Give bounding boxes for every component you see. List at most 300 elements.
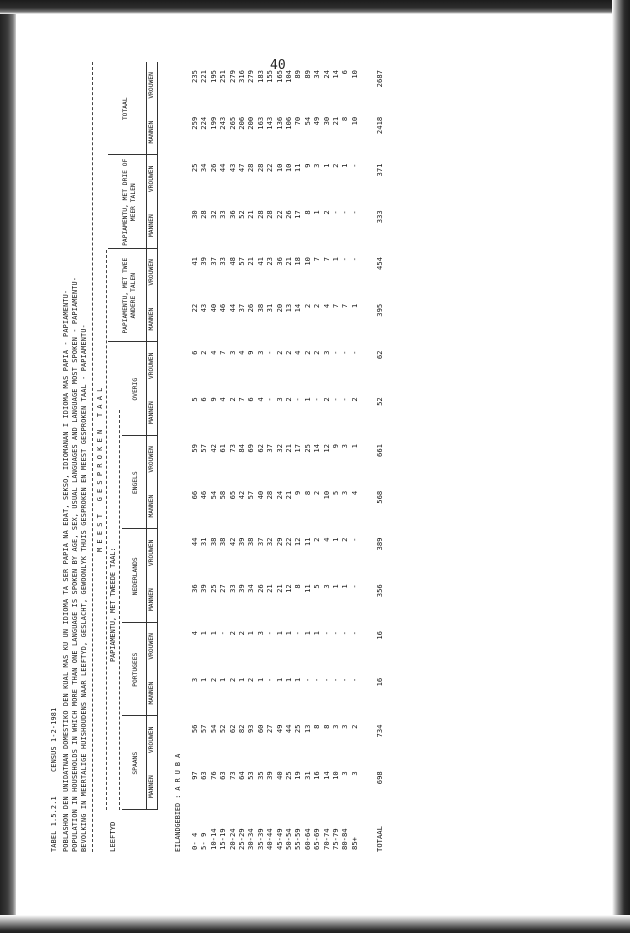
table-cell: 25 xyxy=(302,444,312,453)
table-cell: 11 xyxy=(302,584,312,593)
table-cell: 24 xyxy=(274,490,284,500)
table-cell: 29 xyxy=(274,537,284,547)
table-cell: 97 xyxy=(190,771,199,780)
table-cell: 38 xyxy=(246,537,256,547)
table-cell: 8 xyxy=(302,490,312,496)
table-cell: 54 xyxy=(208,490,218,500)
table-cell: 32 xyxy=(274,444,284,453)
table-cell: 54 xyxy=(302,116,312,126)
table-cell: 183 xyxy=(255,70,265,83)
table-cell: 7 xyxy=(218,350,228,355)
table-cell: - xyxy=(331,397,340,402)
table-cell: 10 xyxy=(302,257,312,266)
row-age-label: 65-69 xyxy=(312,828,322,850)
table-cell: 42 xyxy=(208,444,218,453)
table-cell: 104 xyxy=(284,70,293,83)
table-cell: 8 xyxy=(340,116,350,122)
table-cell: 28 xyxy=(246,163,256,173)
table-cell: 34 xyxy=(199,163,209,173)
table-cell: 32 xyxy=(208,210,218,219)
scan-binding-shadow xyxy=(0,0,16,933)
table-cell: 1 xyxy=(237,677,246,683)
table-cell: 1 xyxy=(321,163,331,168)
table-cell: 57 xyxy=(199,724,209,734)
table-cell: 33 xyxy=(218,257,228,266)
sub-column-header: MANNEN xyxy=(148,494,155,518)
table-cell: 10 xyxy=(284,163,293,173)
table-cell: 56 xyxy=(190,724,199,734)
scan-top-edge xyxy=(0,0,630,14)
table-cell: 12 xyxy=(293,537,303,547)
table-cell: 2 xyxy=(331,163,340,168)
table-cell: - xyxy=(312,397,322,402)
table-cell: 41 xyxy=(190,257,199,266)
table-cell: - xyxy=(218,631,228,636)
table-cell: 2 xyxy=(274,350,284,355)
table-cell: 53 xyxy=(246,771,256,780)
sub-column-header: MANNEN xyxy=(148,681,155,705)
group-rule xyxy=(106,250,107,810)
table-cell: 61 xyxy=(218,444,228,453)
total-label: TOTAAL xyxy=(375,826,384,852)
table-cell: 17 xyxy=(293,444,303,453)
total-cell: 568 xyxy=(375,490,384,504)
table-cell: 251 xyxy=(218,70,228,83)
sub-group-rule xyxy=(119,410,120,810)
table-cell: 44 xyxy=(190,537,199,547)
sub-column-header: VROUWEN xyxy=(148,633,155,660)
table-cell: 4 xyxy=(237,350,246,355)
table-cell: 28 xyxy=(265,210,275,219)
table-cell: 206 xyxy=(237,116,246,130)
table-cell: - xyxy=(331,350,340,355)
row-age-label: 5- 9 xyxy=(199,832,209,850)
total-cell: 62 xyxy=(375,350,384,360)
table-cell: 265 xyxy=(227,116,237,130)
table-cell: 33 xyxy=(218,210,228,219)
total-cell: 454 xyxy=(375,257,384,270)
row-age-label: 15-19 xyxy=(218,828,228,850)
table-cell: 10 xyxy=(274,163,284,173)
sub-column-header: MANNEN xyxy=(148,307,155,331)
table-cell: 3 xyxy=(321,350,331,355)
table-cell: 2 xyxy=(340,537,350,542)
table-cell: 1 xyxy=(331,584,340,589)
table-cell: 32 xyxy=(265,537,275,547)
table-cell: - xyxy=(265,631,275,636)
table-cell: 1 xyxy=(349,303,359,309)
table-cell: 3 xyxy=(227,350,237,355)
table-cell: 165 xyxy=(274,70,284,83)
table-cell: - xyxy=(321,677,331,683)
row-age-label: 40-44 xyxy=(265,828,275,850)
table-cell: 18 xyxy=(293,257,303,266)
table-cell: 36 xyxy=(227,210,237,219)
table-cell: 3 xyxy=(349,771,359,776)
table-cell: 3 xyxy=(321,584,331,589)
table-cell: - xyxy=(349,584,359,589)
table-cell: 63 xyxy=(218,771,228,780)
table-cell: 4 xyxy=(190,631,199,636)
table-cell: 10 xyxy=(331,771,340,780)
table-cell: 44 xyxy=(284,724,293,734)
table-cell: 37 xyxy=(237,303,246,313)
table-cell: 57 xyxy=(246,490,256,500)
table-cell: 35 xyxy=(255,771,265,780)
table-cell: - xyxy=(349,210,359,215)
table-cell: 13 xyxy=(302,724,312,734)
table-cell: 106 xyxy=(284,116,293,130)
table-cell: 30 xyxy=(190,210,199,219)
table-cell: 4 xyxy=(321,537,331,542)
table-cell: 1 xyxy=(255,677,265,683)
table-cell: 14 xyxy=(312,444,322,453)
table-cell: 39 xyxy=(199,584,209,593)
table-cell: 27 xyxy=(265,724,275,734)
table-cell: 27 xyxy=(218,584,228,593)
sub-column-header: VROUWEN xyxy=(148,726,155,754)
table-cell: 8 xyxy=(293,584,303,589)
total-cell: 356 xyxy=(375,584,384,598)
table-cell: 44 xyxy=(227,303,237,313)
table-cell: - xyxy=(349,677,359,683)
table-cell: 1 xyxy=(302,397,312,402)
table-cell: 2 xyxy=(321,210,331,215)
table-cell: 70 xyxy=(293,116,303,126)
table-cell: 1 xyxy=(199,631,209,636)
table-cell: - xyxy=(331,210,340,215)
table-cell: 57 xyxy=(199,444,209,453)
table-cell: 26 xyxy=(284,210,293,219)
table-cell: 1 xyxy=(312,631,322,636)
table-cell: 22 xyxy=(190,303,199,313)
table-cell: 40 xyxy=(255,490,265,500)
sub-column-header: VROUWEN xyxy=(148,446,155,473)
table-cell: 8 xyxy=(312,724,322,729)
table-cell: 13 xyxy=(284,303,293,313)
table-cell: 21 xyxy=(246,210,256,219)
table-cell: 93 xyxy=(246,724,256,734)
table-cell: 76 xyxy=(208,771,218,780)
table-cell: 11 xyxy=(302,537,312,547)
table-cell: 10 xyxy=(321,490,331,500)
sub-column-header: MANNEN xyxy=(148,214,155,237)
table-cell: 63 xyxy=(199,771,209,780)
table-cell: 16 xyxy=(312,771,322,780)
table-cell: 7 xyxy=(331,303,340,309)
table-cell: 40 xyxy=(274,771,284,780)
table-cell: 1 xyxy=(349,444,359,449)
table-cell: 279 xyxy=(246,70,256,83)
table-cell: 17 xyxy=(293,210,303,219)
total-cell: 698 xyxy=(375,771,384,785)
table-cell: 155 xyxy=(265,70,275,83)
table-cell: 9 xyxy=(208,397,218,402)
total-cell: 16 xyxy=(375,631,384,640)
table-cell: 57 xyxy=(237,257,246,266)
table-cell: 136 xyxy=(274,116,284,130)
table-cell: 9 xyxy=(302,163,312,168)
table-cell: 31 xyxy=(199,537,209,547)
table-cell: 21 xyxy=(246,257,256,266)
table-cell: 3 xyxy=(340,490,350,496)
table-cell: 1 xyxy=(199,677,209,683)
table-cell: 28 xyxy=(265,490,275,500)
table-cell: 39 xyxy=(237,537,246,547)
group-header: M E E S T G E S P R O K E N T A A L xyxy=(96,387,104,552)
table-cell: 39 xyxy=(237,584,246,593)
table-cell: 54 xyxy=(208,724,218,734)
table-cell: 5 xyxy=(190,397,199,402)
table-cell: 43 xyxy=(199,303,209,313)
table-cell: 48 xyxy=(227,257,237,266)
table-cell: 1 xyxy=(274,677,284,683)
table-cell: 4 xyxy=(208,350,218,355)
table-cell: 2 xyxy=(321,397,331,402)
table-cell: 2 xyxy=(227,631,237,636)
table-cell: - xyxy=(293,631,303,636)
table-cell: 11 xyxy=(293,163,303,173)
total-cell: 2687 xyxy=(375,70,384,88)
row-age-label: 85+ xyxy=(349,837,359,850)
table-cell: 21 xyxy=(265,584,275,593)
table-cell: 12 xyxy=(284,584,293,593)
subcol-rule-top xyxy=(146,62,147,810)
table-cell: 33 xyxy=(227,584,237,593)
table-cell: 7 xyxy=(321,257,331,262)
table-cell: 9 xyxy=(293,490,303,496)
column-header: PAPIAMENTU, MET DRIE OF MEER TALEN xyxy=(122,158,137,246)
sub-column-header: VROUWEN xyxy=(148,259,155,286)
table-cell: 37 xyxy=(255,537,265,547)
table-cell: 1 xyxy=(284,631,293,636)
table-cell: 2 xyxy=(227,397,237,402)
column-header: NEDERLANDS xyxy=(132,557,139,596)
table-cell: 2 xyxy=(349,724,359,729)
table-cell: 52 xyxy=(218,724,228,734)
table-cell: 44 xyxy=(218,163,228,173)
total-cell: 333 xyxy=(375,210,384,224)
column-header: PAPIAMENTU, MET TWEE ANDERE TALEN xyxy=(122,257,137,334)
table-cell: 25 xyxy=(208,584,218,593)
table-cell: 21 xyxy=(331,116,340,126)
table-cell: - xyxy=(340,210,350,215)
table-cell: - xyxy=(331,677,340,683)
table-cell: - xyxy=(293,397,303,402)
table-cell: 7 xyxy=(312,257,322,262)
table-cell: 2 xyxy=(312,490,322,496)
table-cell: 36 xyxy=(190,584,199,593)
table-cell: 235 xyxy=(190,70,199,83)
table-cell: 6 xyxy=(340,70,350,75)
table-cell: 6 xyxy=(199,397,209,402)
row-age-label: 75-79 xyxy=(331,828,340,850)
table-cell: 14 xyxy=(321,771,331,780)
table-cell: 2 xyxy=(227,677,237,683)
table-cell: 40 xyxy=(208,303,218,313)
table-cell: 46 xyxy=(218,303,228,313)
sub-column-header: VROUWEN xyxy=(148,165,155,193)
table-cell: 31 xyxy=(302,771,312,780)
table-cell: 64 xyxy=(237,771,246,780)
total-cell: 395 xyxy=(375,303,384,317)
page-number: 40 xyxy=(270,58,286,73)
column-header: ENGELS xyxy=(132,471,139,495)
table-cell: 14 xyxy=(293,303,303,313)
table-cell: - xyxy=(265,397,275,402)
table-cell: 22 xyxy=(284,537,293,547)
table-cell: 259 xyxy=(190,116,199,130)
table-cell: 31 xyxy=(265,303,275,313)
table-cell: 1 xyxy=(340,163,350,168)
table-cell: - xyxy=(265,677,275,683)
total-cell: 2418 xyxy=(375,116,384,135)
table-cell: - xyxy=(340,350,350,355)
table-cell: 73 xyxy=(227,771,237,780)
column-divider xyxy=(122,435,157,436)
column-divider xyxy=(122,809,157,810)
table-cell: 25 xyxy=(190,163,199,173)
table-cell: 62 xyxy=(255,444,265,453)
table-cell: 4 xyxy=(321,303,331,309)
sub-column-header: MANNEN xyxy=(148,120,155,144)
table-cell: 1 xyxy=(208,631,218,636)
table-cell: 9 xyxy=(246,350,256,355)
table-cell: 25 xyxy=(284,771,293,780)
table-cell: - xyxy=(349,631,359,636)
table-cell: 20 xyxy=(274,303,284,313)
table-cell: 22 xyxy=(265,163,275,173)
table-cell: - xyxy=(349,537,359,542)
table-cell: 26 xyxy=(255,584,265,593)
table-cell: 3 xyxy=(274,397,284,402)
row-age-label: 45-49 xyxy=(274,828,284,850)
column-divider xyxy=(108,155,157,156)
table-cell: 30 xyxy=(321,116,331,126)
table-cell: 21 xyxy=(274,584,284,593)
rotated-table-block xyxy=(50,62,430,852)
table-cell: 1 xyxy=(312,210,322,215)
table-cell: 8 xyxy=(302,210,312,215)
table-cell: 279 xyxy=(227,70,237,83)
table-cell: 60 xyxy=(255,724,265,734)
table-cell: 66 xyxy=(190,490,199,500)
table-cell: 5 xyxy=(331,490,340,496)
table-cell: 3 xyxy=(190,677,199,683)
total-cell: 734 xyxy=(375,724,384,738)
table-cell: 89 xyxy=(293,70,303,79)
column-divider xyxy=(122,716,157,717)
table-cell: 21 xyxy=(284,444,293,453)
table-cell: 2 xyxy=(284,350,293,355)
row-age-label: 25-29 xyxy=(237,828,246,850)
table-cell: 38 xyxy=(218,537,228,547)
table-cell: 49 xyxy=(274,724,284,734)
table-cell: 9 xyxy=(331,444,340,449)
table-cell: - xyxy=(340,397,350,402)
column-header: OVERIG xyxy=(132,377,139,401)
table-cell: 1 xyxy=(331,257,340,262)
table-cell: 2 xyxy=(284,397,293,402)
table-cell: 8 xyxy=(321,724,331,729)
row-age-label: 30-34 xyxy=(246,828,256,850)
table-cell: 52 xyxy=(237,210,246,219)
table-cell: 36 xyxy=(274,257,284,266)
table-cell: 89 xyxy=(302,70,312,79)
region-label: EILANDGEBIED : A R U B A xyxy=(174,753,182,852)
table-cell: - xyxy=(349,350,359,355)
table-cell: 37 xyxy=(208,257,218,266)
table-cell: 200 xyxy=(246,116,256,130)
column-divider xyxy=(122,622,157,623)
table-cell: 3 xyxy=(312,163,322,168)
table-cell: 3 xyxy=(340,771,350,776)
table-cell: 221 xyxy=(199,70,209,83)
table-cell: 21 xyxy=(284,490,293,500)
table-cell: 2 xyxy=(312,537,322,542)
table-cell: 65 xyxy=(227,490,237,500)
sub-column-header: VROUWEN xyxy=(148,352,155,380)
census-date: CENSUS 1-2-1981 xyxy=(50,707,58,772)
table-cell: - xyxy=(312,677,322,683)
table-cell: - xyxy=(302,677,312,683)
total-cell: 371 xyxy=(375,163,384,177)
column-header: TOTAAL xyxy=(122,97,129,121)
table-cell: 58 xyxy=(218,490,228,500)
table-cell: 10 xyxy=(349,116,359,126)
table-cell: - xyxy=(321,631,331,636)
table-cell: 224 xyxy=(199,116,209,130)
table-cell: 23 xyxy=(265,257,275,266)
table-cell: 34 xyxy=(312,70,322,79)
table-cell: 2 xyxy=(312,303,322,309)
table-cell: - xyxy=(265,350,275,355)
table-cell: 2 xyxy=(237,631,246,636)
table-cell: 7 xyxy=(237,397,246,402)
table-cell: 2 xyxy=(199,350,209,355)
table-cell: - xyxy=(340,677,350,683)
column-header: SPAANS xyxy=(132,751,139,775)
sub-column-header: MANNEN xyxy=(148,401,155,424)
table-cell: 199 xyxy=(208,116,218,130)
table-cell: 25 xyxy=(293,724,303,734)
total-cell: 389 xyxy=(375,537,384,551)
table-cell: 1 xyxy=(274,631,284,636)
title-line-2: POPULATION IN HOUSEHOLDS IN WHICH MORE THAN ONE LANGUAGE IS SPOKEN BY AGE, SEX, USUAL LANGUAGES AND LANGUAGE MOST SPOKEN - PAPIAMENTU- xyxy=(71,276,79,852)
table-cell: 47 xyxy=(237,163,246,173)
table-cell: 2 xyxy=(246,677,256,683)
row-age-label: 0- 4 xyxy=(190,832,199,850)
row-age-label: 70-74 xyxy=(321,828,331,850)
table-cell: 62 xyxy=(227,724,237,734)
table-cell: 12 xyxy=(321,444,331,453)
table-cell: 41 xyxy=(255,257,265,266)
table-cell: - xyxy=(331,631,340,636)
header-rule-top xyxy=(92,62,93,852)
scan-right-edge xyxy=(612,0,630,933)
table-cell: - xyxy=(340,257,350,262)
table-cell: 4 xyxy=(349,490,359,496)
table-cell: 28 xyxy=(255,210,265,219)
table-cell: 10 xyxy=(349,70,359,79)
table-cell: 34 xyxy=(246,584,256,593)
table-cell: 73 xyxy=(227,444,237,453)
table-cell: 2 xyxy=(302,350,312,355)
table-cell: 28 xyxy=(199,210,209,219)
table-cell: 7 xyxy=(340,303,350,309)
table-cell: 4 xyxy=(293,350,303,355)
table-cell: 42 xyxy=(227,537,237,547)
